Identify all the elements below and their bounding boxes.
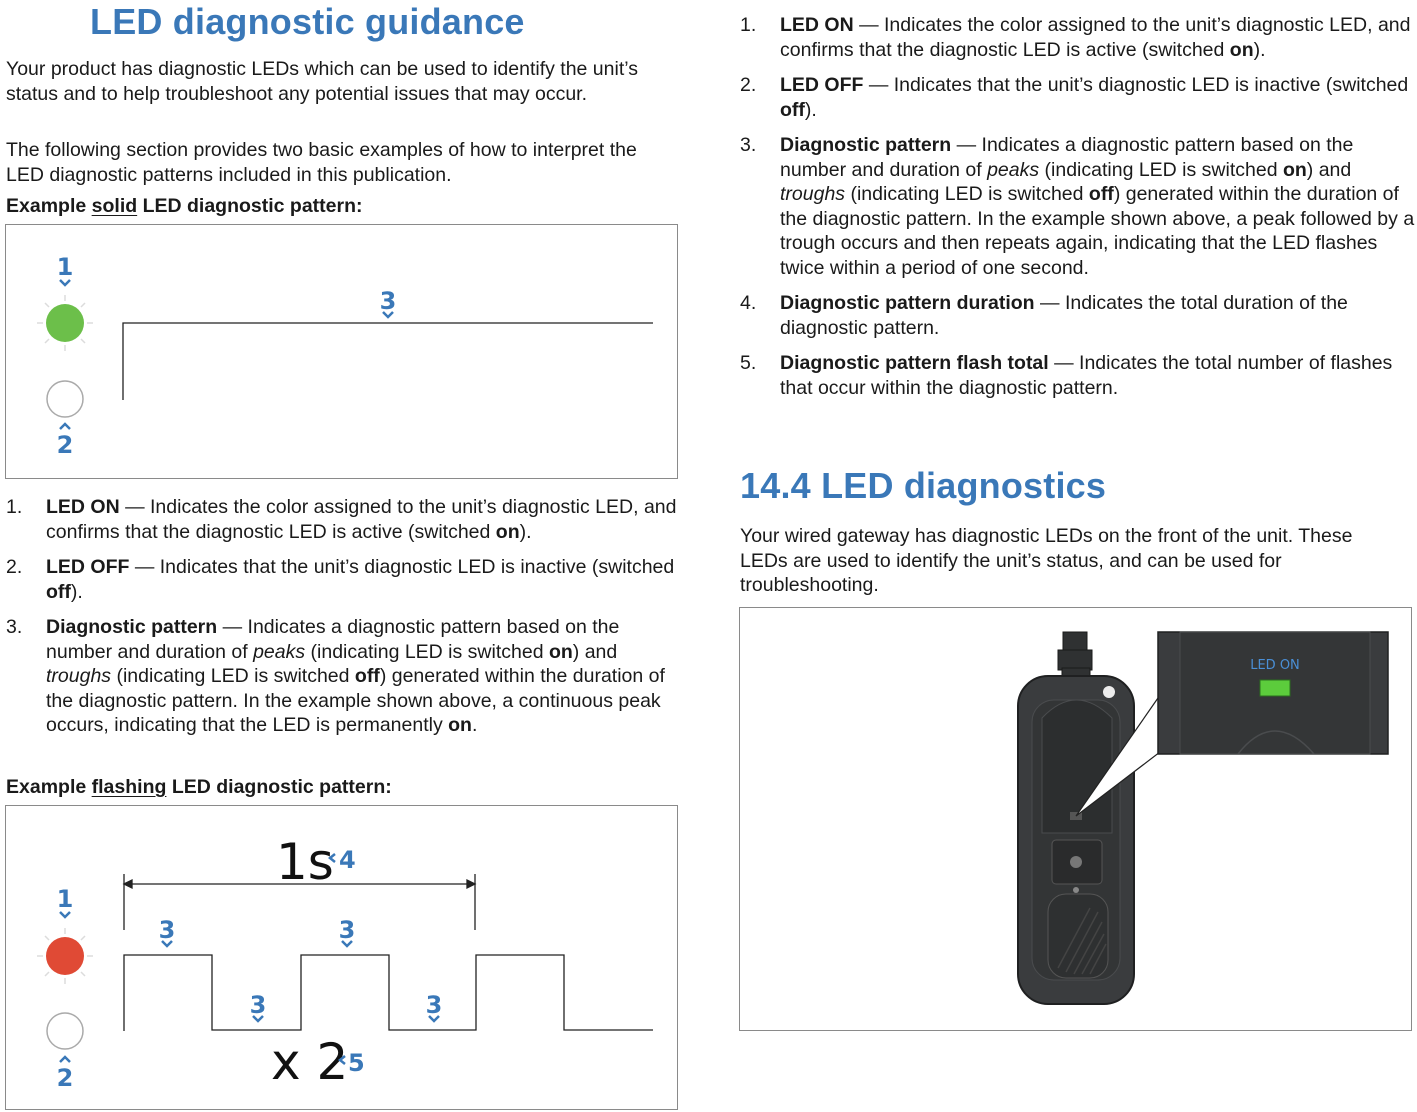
list-item: 2. LED OFF — Indicates that the unit’s diagnostic LED is inactive (switched off). [740,74,1409,121]
chevron-up-icon [60,424,70,429]
led-on-circle [46,304,84,342]
led-off-icon [47,1013,83,1049]
solid-pattern-diagram [5,224,678,479]
callout-2: 2 [56,1064,74,1092]
led-on-circle [46,937,84,975]
callout-1: 1 [56,253,74,281]
device-illustration [739,607,1412,1031]
list-item: 3. Diagnostic pattern — Indicates a diagnostic pattern based on the number and duration of peaks (indicating LED is switched on) and troughs (indicating LED is switched off) generated within the duration of the diagnostic pattern. In the example shown above, a peak followed by a trough occurs and then repeats again, indicating that the LED flashes twice within a period of one second. [740,134,1415,279]
intro-paragraph-2: The following section provides two basic examples of how to interpret the LED diagnostic patterns included in this publication. [6,139,637,186]
screw [1070,856,1082,868]
solid-example-heading: Example solid LED diagnostic pattern: [6,195,363,217]
callout-5: 5 [348,1049,365,1077]
callout-3: 3 [249,991,267,1019]
list-item: 3. Diagnostic pattern — Indicates a diagnostic pattern based on the number and duration of peaks (indicating LED is switched on) and troughs (indicating LED is switched off) generated within the duration of the diagnostic pattern. In the example shown above, a continuous peak occurs, indicating that the LED is permanently on. [6,616,665,736]
solid-waveform [123,323,653,400]
flashing-waveform [124,955,653,1031]
callout-3: 3 [338,916,356,944]
led-off-icon [47,381,83,417]
flashing-pattern-diagram [5,805,678,1110]
led-on-indicator [1260,680,1290,696]
flashing-example-heading: Example flashing LED diagnostic pattern: [6,776,392,798]
solid-legend-list [6,495,686,749]
list-item: 4. Diagnostic pattern duration — Indicates the total duration of the diagnostic pattern. [740,292,1348,339]
callout-3: 3 [158,916,176,944]
callout-2: 2 [56,431,74,459]
list-item: 1. LED ON — Indicates the color assigned to the unit’s diagnostic LED, and confirms that the diagnostic LED is active (switched on). [6,496,677,543]
section-body: Your wired gateway has diagnostic LEDs on the front of the unit. These LEDs are used to identify the unit’s status, and can be used for troubleshooting. [740,525,1353,596]
flash-count-label: x 2 [271,1033,349,1091]
mounting-hole [1103,686,1115,698]
led-on-label: LED ON [1250,658,1300,673]
callout-3: 3 [425,991,443,1019]
duration-label: 1s [276,833,334,891]
callout-3: 3 [379,287,397,315]
page-title: LED diagnostic guidance [90,1,525,42]
list-item: 1. LED ON — Indicates the color assigned to the unit’s diagnostic LED, and confirms that the diagnostic LED is active (switched on). [740,14,1411,61]
callout-1: 1 [56,885,74,913]
section-title: 14.4 LED diagnostics [740,465,1107,506]
callout-4: 4 [339,846,356,874]
intro-paragraph: Your product has diagnostic LEDs which can be used to identify the unit’s status and to help troubleshoot any potential issues that may occur. [6,58,638,105]
list-item: 5. Diagnostic pattern flash total — Indicates the total number of flashes that occur within the diagnostic pattern. [740,352,1393,399]
flashing-legend-list [740,13,1415,411]
chevron-up-icon [60,1057,70,1062]
list-item: 2. LED OFF — Indicates that the unit’s diagnostic LED is inactive (switched off). [6,556,675,603]
